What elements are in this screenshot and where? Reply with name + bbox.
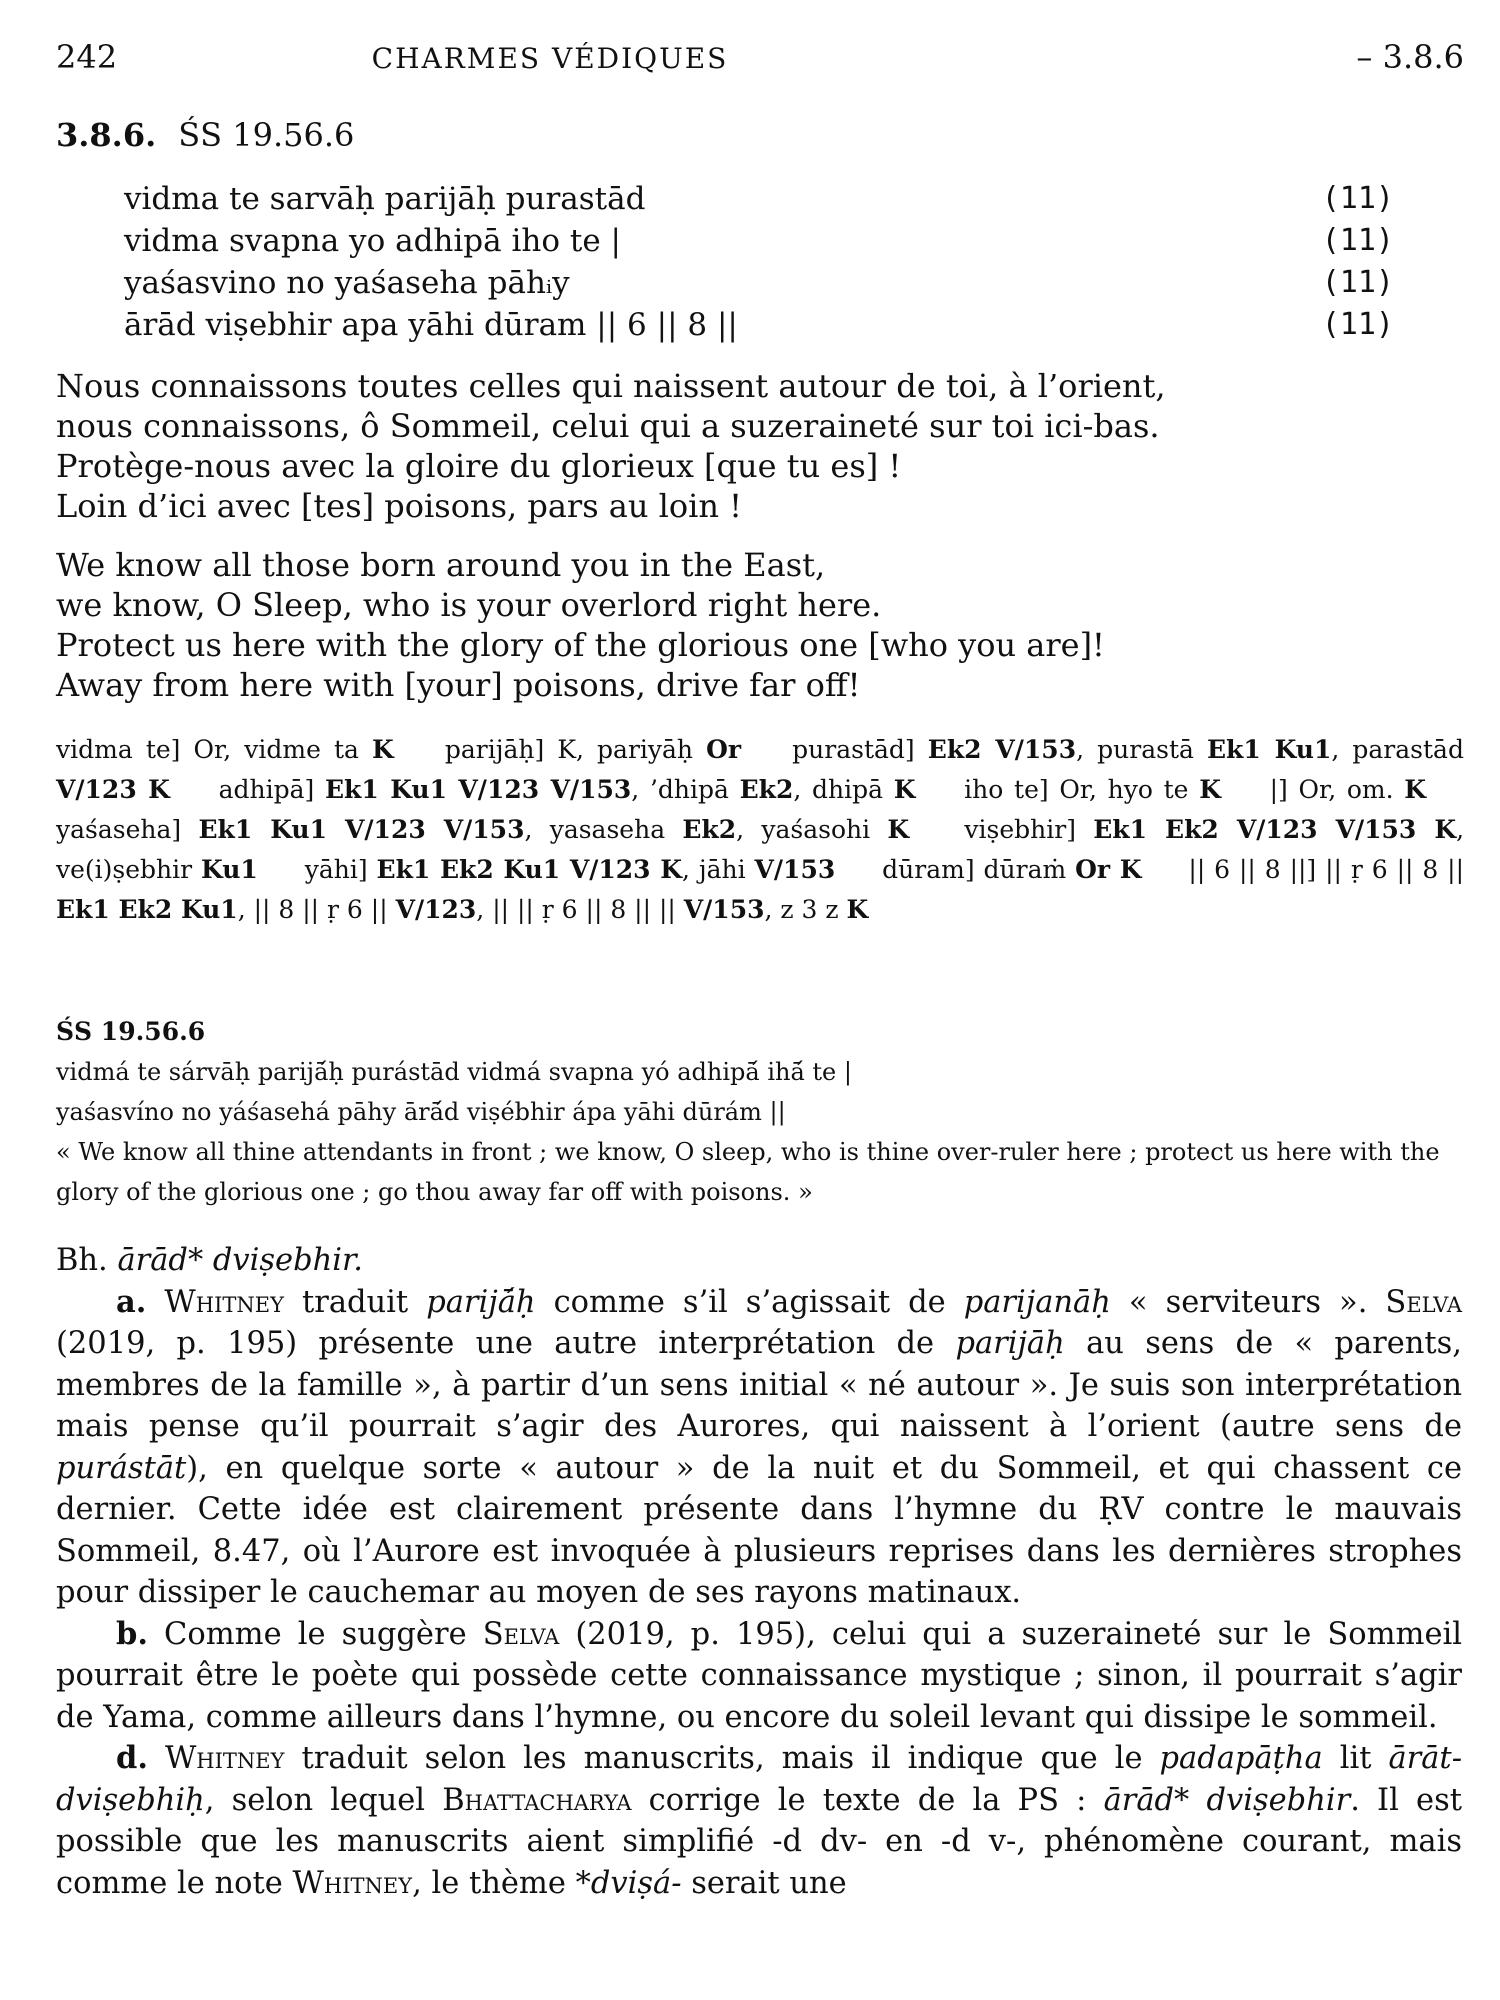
apparatus-entry: yaśaseha] Ek1 Ku1 V/123 V/153, yasaseha Ek2, yaśasohi K (56, 815, 910, 844)
translation-line: Protect us here with the glory of the glorious one [who you are]! (56, 626, 1105, 664)
verse-line (124, 220, 1394, 262)
translation-line: We know all those born around you in the East, (56, 546, 826, 584)
verse-text: vidma svapna yo adhipā iho te | (124, 223, 621, 259)
meter-count: (11) (1321, 181, 1394, 216)
page-number: 242 (56, 38, 118, 76)
commentary-paragraph-d: d. Whitney traduit selon les manuscrits, mais il indique que le padapāṭha lit ārāt-dviṣebhiḥ, selon lequel Bhattacharya corrige le texte de la PS : ārād* dviṣebhir. Il est possible que les manuscrits aient simplifié -d dv- en -d v-, phénomène courant, mais comme le note Whitney, le thème *dviṣá- serait une (56, 1740, 1462, 1901)
french-translation (56, 366, 1456, 526)
verse-line (124, 304, 1394, 346)
verse-text: ārād viṣebhir apa yāhi dūram || 6 || 8 || (124, 307, 738, 343)
apparatus-entry: parijāḥ] K, pariyāḥ Or (444, 735, 742, 764)
parallel-line: vidmá te sárvāḥ parijā́ḥ purástād vidmá svapna yó adhipā́ ihā́ te | (56, 1058, 852, 1086)
apparatus-entry: adhipā] Ek1 Ku1 V/123 V/153, ’dhipā Ek2, dhipā K (218, 775, 916, 804)
apparatus-entry: iho te] Or, hyo te K (964, 775, 1221, 804)
translation-line: Nous connaissons toutes celles qui naissent autour de toi, à l’orient, (56, 367, 1166, 405)
apparatus-entry: purastād] Ek2 V/153, purastā Ek1 Ku1, parastād V/123 K (56, 735, 1464, 804)
apparatus-entry: dūram] dūraṁ Or K (882, 855, 1142, 884)
verse-line (124, 262, 1394, 304)
critical-apparatus (56, 730, 1464, 930)
meter-count: (11) (1321, 307, 1394, 342)
english-translation (56, 545, 1456, 705)
translation-line: Loin d’ici avec [tes] poisons, pars au loin ! (56, 487, 743, 525)
commentary-paragraph-a: a. Whitney traduit parijā́ḥ comme s’il s’agissait de parijanāḥ « serviteurs ». Selva (2019, p. 195) présente une autre interprétation de parijāḥ au sens de « parents, membres de la famille », à partir d’un sens initial « né autour ». Je suis son interprétation mais pense qu’il pourrait s’agir des Aurores, qui naissent à l’orient (autre sens de purástāt), en quelque sorte « autour » de la nuit et du Sommeil, et qui chassent ce dernier. Cette idée est clairement présente dans l’hymne du ṚV contre le mauvais Sommeil, 8.47, où l’Aurore est invoquée à plusieurs reprises dans les dernières strophes pour dissiper le cauchemar au moyen de ses rayons matinaux. (56, 1283, 1463, 1610)
section-number: 3.8.6. (56, 116, 157, 154)
translation-line: Protège-nous avec la gloire du glorieux [que tu es] ! (56, 447, 902, 485)
verse-text: vidma te sarvāḥ parijāḥ purastād (124, 181, 646, 217)
verse-line (124, 178, 1394, 220)
meter-count: (11) (1321, 265, 1394, 300)
bhattacharya-note: Bh. ārād* dviṣebhir. (56, 1243, 363, 1278)
parallel-line: yaśasvíno no yáśasehá pāhy ārā́d viṣébhir ápa yāhi dūrám || (56, 1098, 786, 1126)
apparatus-entry: || 6 || 8 ||] || ṛ 6 || 8 || Ek1 Ek2 Ku1, || 8 || ṛ 6 || V/123, || || ṛ 6 || 8 || || V/153, z 3 z K (56, 855, 1465, 924)
translation-line: Away from here with [your] poisons, drive far off! (56, 666, 861, 704)
apparatus-entry: viṣebhir] Ek1 Ek2 V/123 V/153 K, ve(i)ṣebhir Ku1 (56, 815, 1465, 884)
apparatus-entry: |] Or, om. K (1269, 775, 1426, 804)
saunaka-parallel (56, 1012, 1466, 1212)
running-title: CHARMES VÉDIQUES (371, 42, 729, 75)
commentary-paragraph-b: b. Comme le suggère Selva (2019, p. 195), celui qui a suzeraineté sur le Sommeil pourrait être le poète qui possède cette connaissance mystique ; sinon, il pourrait s’agir de Yama, comme ailleurs dans l’hymne, ou encore du soleil levant qui dissipe le sommeil. (56, 1615, 1463, 1735)
parallel-title: ŚS 19.56.6 (56, 1017, 206, 1046)
commentary (56, 1240, 1462, 1904)
section-heading (56, 116, 354, 154)
section-reference: – 3.8.6 (1356, 38, 1464, 76)
apparatus-entry: vidma te] Or, vidme ta K (56, 735, 394, 764)
verse-text: yaśasvino no yaśaseha pāhᵢy (124, 265, 570, 301)
meter-count: (11) (1321, 223, 1394, 258)
apparatus-entry: yāhi] Ek1 Ek2 Ku1 V/123 K, jāhi V/153 (304, 855, 836, 884)
verse-block (124, 178, 1394, 346)
translation-line: nous connaissons, ô Sommeil, celui qui a suzeraineté sur toi ici-bas. (56, 407, 1160, 445)
translation-line: we know, O Sleep, who is your overlord right here. (56, 586, 882, 624)
whitney-translation: « We know all thine attendants in front ; we know, O sleep, who is thine over-ruler here ; protect us here with the glory of the glorious one ; go thou away far off with poisons. » (56, 1138, 1440, 1206)
section-source: ŚS 19.56.6 (178, 116, 355, 154)
